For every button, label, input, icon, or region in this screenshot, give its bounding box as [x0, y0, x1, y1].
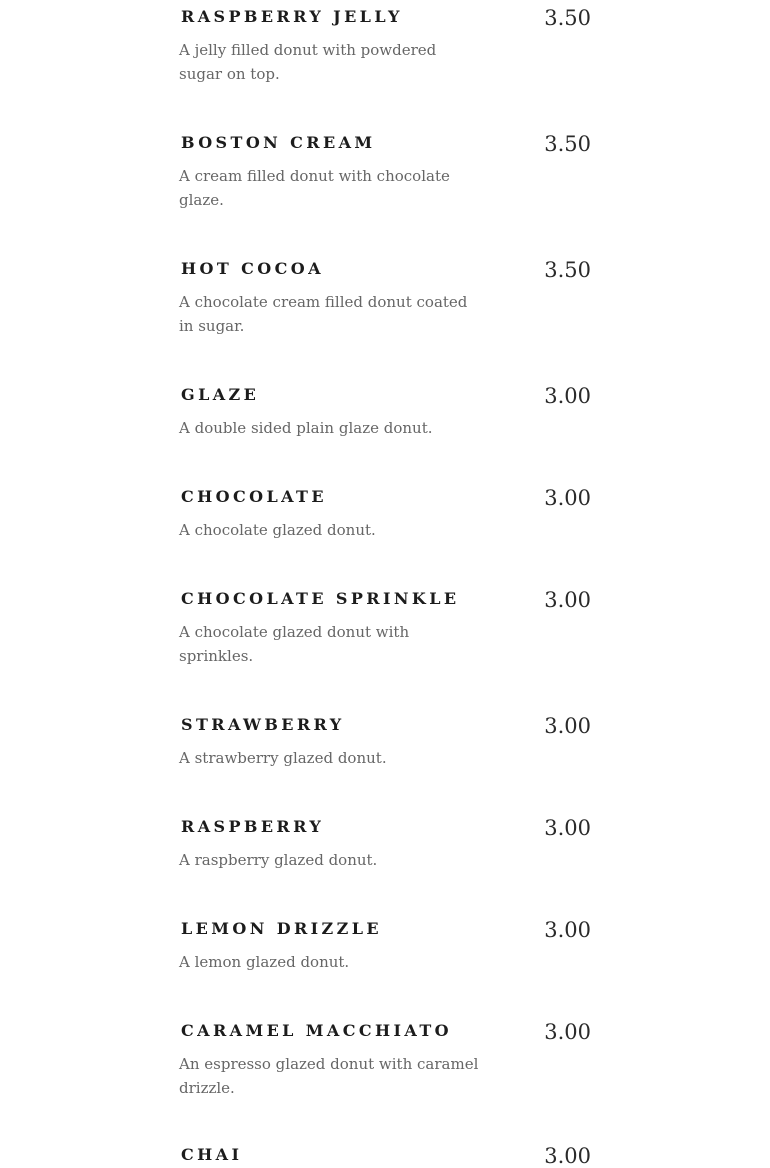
item-name: LEMON DRIZZLE — [181, 919, 382, 938]
item-name: RASPBERRY — [181, 817, 325, 836]
item-description: A strawberry glazed donut. — [179, 749, 387, 767]
item-price: 3.00 — [544, 714, 591, 738]
item-price: 3.00 — [544, 1020, 591, 1044]
item-price: 3.00 — [544, 918, 591, 942]
item-description: A chocolate cream filled donut coated in sugar. — [179, 293, 468, 335]
item-price: 3.00 — [544, 486, 591, 510]
item-price: 3.00 — [544, 384, 591, 408]
item-price: 3.50 — [544, 132, 591, 156]
item-description: A chocolate glazed donut with sprinkles. — [179, 623, 410, 665]
item-price: 3.00 — [544, 1144, 591, 1168]
item-price: 3.00 — [544, 588, 591, 612]
item-description: A double sided plain glaze donut. — [179, 419, 433, 437]
item-description: A raspberry glazed donut. — [179, 851, 378, 869]
item-name: RASPBERRY JELLY — [181, 7, 403, 26]
item-name: CHOCOLATE — [181, 487, 327, 506]
item-name: GLAZE — [181, 385, 260, 404]
item-name: BOSTON CREAM — [181, 133, 376, 152]
item-description: A lemon glazed donut. — [179, 953, 350, 971]
item-name: HOT COCOA — [181, 259, 324, 278]
item-price: 3.50 — [544, 6, 591, 30]
item-description: An espresso glazed donut with caramel drizzle. — [179, 1055, 479, 1097]
item-name: STRAWBERRY — [181, 715, 345, 734]
item-description: A jelly filled donut with powdered sugar on top. — [179, 41, 437, 83]
item-description: A chocolate glazed donut. — [179, 521, 376, 539]
item-name: CARAMEL MACCHIATO — [181, 1021, 452, 1040]
item-name: CHOCOLATE SPRINKLE — [181, 589, 460, 608]
item-price: 3.50 — [544, 258, 591, 282]
item-description: A cream filled donut with chocolate glaze. — [179, 167, 450, 209]
item-name: CHAI — [181, 1145, 243, 1164]
item-price: 3.00 — [544, 816, 591, 840]
